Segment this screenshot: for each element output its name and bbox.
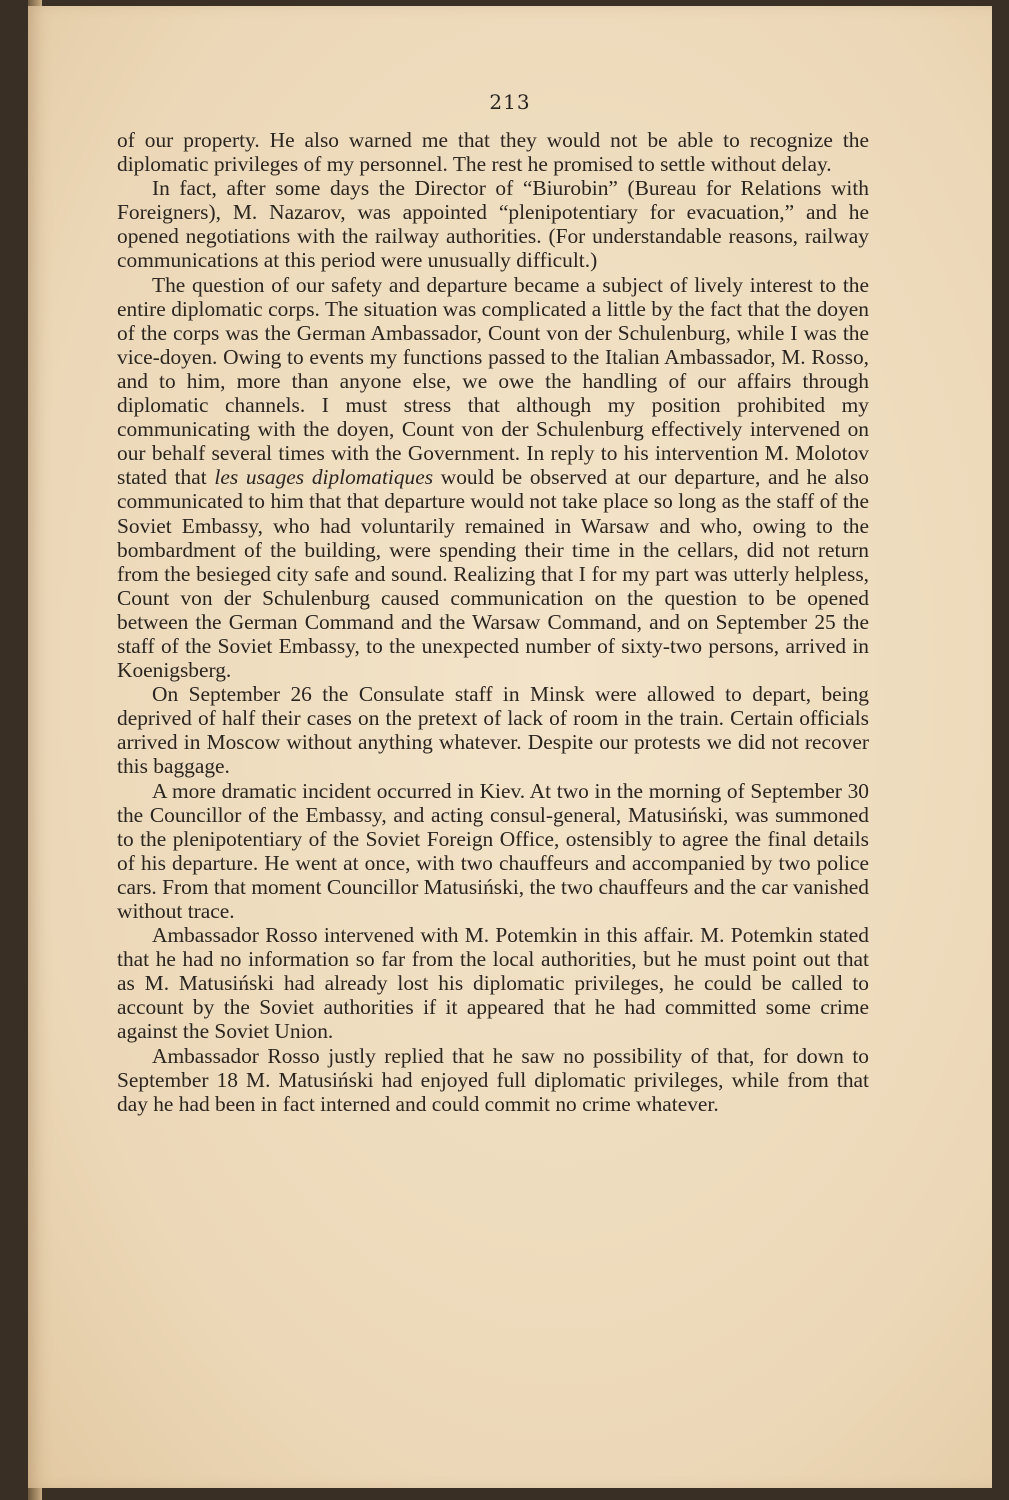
- paragraph-property-warning: of our property. He also warned me that they would not be able to recognize the diplomatic privileges of my personnel. The rest he promised to settle without delay.: [117, 128, 869, 177]
- paragraph-minsk-consulate: On September 26 the Consulate staff in Minsk were allowed to depart, being deprived of half their cases on the pretext of lack of room in the train. Certain officials arrived in Moscow without anything whatever. Despite our protests we did not recover this baggage.: [117, 682, 869, 779]
- paragraph-diplomatic-corps-part1: The question of our safety and departure became a subject of lively interest to the entire diplomatic corps. The situation was complicated a little by the fact that the doyen of the corps was the German Ambassador, Count von der Schulenburg, while I was the vice-doyen. Owing to events my functions passed to the Italian Ambassador, M. Rosso, and to him, more than anyone else, we owe the handling of our affairs through diplomatic channels. I must stress that although my position prohibited my communicating with the doyen, Count von der Schulenburg effectively intervened on our behalf several times with the Government. In reply to his intervention M. Molotov stated that: [117, 272, 869, 490]
- paragraph-biurobin-evacuation: In fact, after some days the Director of “Biurobin” (Bureau for Relations with Foreigners), M. Nazarov, was appointed “plenipotentiary for evacuation,” and he opened negotiations with the railway authorities. (For understandable reasons, railway communications at this period were unusually difficult.): [117, 176, 869, 273]
- book-page: [28, 6, 992, 1488]
- paragraph-rosso-potemkin: Ambassador Rosso intervened with M. Potemkin in this affair. M. Potemkin stated that he had no information so far from the local authorities, but he must point out that as M. Matusiński had already lost his diplomatic privileges, he could be called to account by the Soviet authorities if it appeared that he had committed some crime against the Soviet Union.: [117, 923, 869, 1044]
- italic-phrase-les-usages: les usages diplomatiques: [214, 465, 434, 490]
- page-number: 213: [489, 90, 531, 114]
- paragraph-diplomatic-corps: [117, 273, 869, 683]
- paragraph-kiev-incident: A more dramatic incident occurred in Kiev. At two in the morning of September 30 the Councillor of the Embassy, and acting consul-general, Matusiński, was summoned to the plenipotentiary of the Soviet Foreign Office, ostensibly to agree the final details of his departure. He went at once, with two chauffeurs and accompanied by two police cars. From that moment Councillor Matusiński, the two chauffeurs and the car vanished without trace.: [117, 778, 869, 923]
- body-text: [117, 128, 869, 1116]
- paragraph-rosso-reply: Ambassador Rosso justly replied that he saw no possibility of that, for down to September 18 M. Matusiński had enjoyed full diplomatic privileges, while from that day he had been in fact interned and could commit no crime whatever.: [117, 1043, 869, 1116]
- paragraph-diplomatic-corps-part2: would be observed at our departure, and he also communicated to him that that departure would not take place so long as the staff of the Soviet Embassy, who had voluntarily remained in Warsaw and who, owing to the bombardment of the building, were spending their time in the cellars, did not return from the besieged city safe and sound. Realizing that I for my part was utterly helpless, Count von der Schulenburg caused communication on the question to be opened between the German Command and the Warsaw Command, and on September 25 the staff of the Soviet Embassy, to the unexpected number of sixty-two persons, arrived in Koenigsberg.: [117, 465, 869, 683]
